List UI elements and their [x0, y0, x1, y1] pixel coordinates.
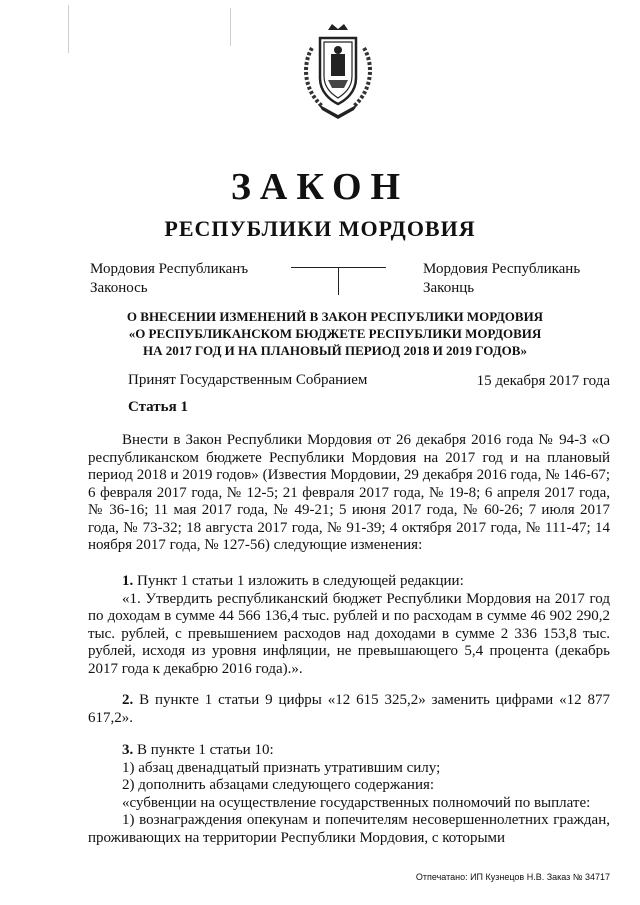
law-title — [100, 308, 570, 359]
scan-artifact — [68, 5, 69, 53]
header-left-line1: Мордовия Республиканъ — [90, 261, 249, 277]
document-title: ЗАКОН — [230, 166, 410, 208]
point-1-lead-text: Пункт 1 статьи 1 изложить в следующей редакции: — [133, 573, 464, 589]
law-title-line2: «О РЕСПУБЛИКАНСКОМ БЮДЖЕТЕ РЕСПУБЛИКИ МОРДОВИЯ — [128, 326, 542, 341]
print-footer: Отпечатано: ИП Кузнецов Н.В. Заказ № 34717 — [415, 872, 610, 882]
adopted-by: Принят Государственным Собранием — [128, 372, 368, 388]
header-right-block — [423, 260, 580, 298]
document-subtitle: РЕСПУБЛИКИ МОРДОВИЯ — [164, 216, 476, 241]
point-1 — [88, 573, 610, 678]
point-1-number: 1. — [122, 573, 134, 589]
point-2-number: 2. — [122, 692, 134, 708]
law-title-line3: НА 2017 ГОД И НА ПЛАНОВЫЙ ПЕРИОД 2018 И 2019 ГОДОВ» — [143, 343, 527, 358]
header-divider-vertical — [338, 267, 339, 295]
point-3-number: 3. — [122, 742, 134, 758]
adopted-date: 15 декабря 2017 года — [476, 373, 610, 389]
header-right-line1: Мордовия Республикань — [423, 261, 581, 277]
header-right-line2: Законць — [423, 280, 475, 296]
scan-artifact — [230, 8, 231, 46]
point-1-lead — [88, 573, 610, 591]
header-left-line2: Законось — [90, 280, 148, 296]
point-2 — [88, 692, 610, 727]
point-2-text: В пункте 1 статьи 9 цифры «12 615 325,2» заменить цифрами «12 877 617,2». — [88, 692, 610, 726]
point-3-sub1: 1) абзац двенадцатый признать утратившим силу; — [122, 759, 441, 776]
point-3-sub2: 2) дополнить абзацами следующего содержания: — [122, 777, 435, 793]
intro-text: Внести в Закон Республики Мордовия от 26 декабря 2016 года № 94-З «О республиканском бюджете Республики Мордовия на 2017 год и на плановый период 2018 и 2019 годов» (Известия Мордовии, 29 декабря 2016 года, № 146-67; 6 февраля 2017 года, № 12-5; 21 февраля 2017 года, № 19-8; 6 апреля 2017 года, № 36-16; 11 мая 2017 года, № 49-21; 5 июня 2017 года, № 60-26; 7 июля 2017 года, № 73-32; 18 августа 2017 года, № 91-39; 4 октября 2017 года, № 111-47; 14 ноября 2017 года, № 127-56) следующие изменения: — [88, 432, 610, 553]
point-3-lead-text: В пункте 1 статьи 10: — [133, 742, 274, 758]
point-3-sub3: «субвенции на осуществление государственных полномочий по выплате: — [122, 794, 591, 811]
article-heading: Статья 1 — [128, 399, 188, 415]
header-left-block — [90, 260, 248, 298]
point-1-text: «1. Утвердить республиканский бюджет Республики Мордовия на 2017 год по доходам в сумме 44 566 136,4 тыс. рублей и по расходам в сумме 46 902 290,2 тыс. рублей, с превышением расходов над доходами в сумме 2 336 153,8 тыс. рублей, исходя из уровня инфляции, не превышающего 5,4 процента (декабрь 2017 года к декабрю 2016 года).». — [88, 590, 610, 677]
point-3-sub4: 1) вознаграждения опекунам и попечителям несовершеннолетних граждан, проживающих на территории Республики Мордовия, с которыми — [88, 812, 610, 846]
point-2-paragraph — [88, 692, 610, 727]
point-3 — [88, 742, 610, 847]
intro-paragraph — [88, 432, 610, 555]
law-title-line1: О ВНЕСЕНИИ ИЗМЕНЕНИЙ В ЗАКОН РЕСПУБЛИКИ МОРДОВИЯ — [126, 309, 544, 324]
point-3-lead — [88, 742, 610, 760]
coat-of-arms-icon — [298, 20, 378, 120]
